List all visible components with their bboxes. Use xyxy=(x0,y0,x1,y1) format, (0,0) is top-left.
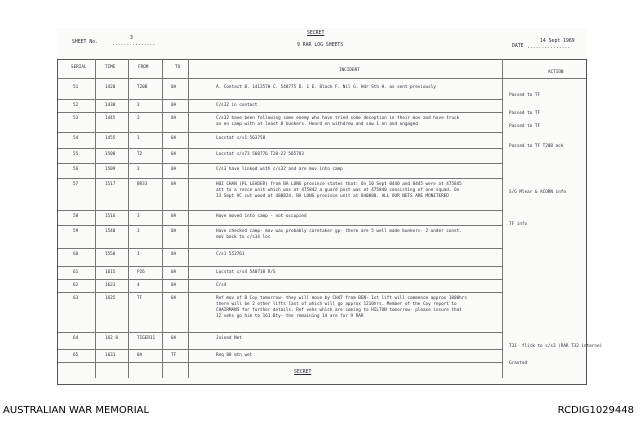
to-cell: 0A xyxy=(171,252,177,257)
row-divider xyxy=(58,210,502,211)
time-cell: 1445 xyxy=(105,116,116,121)
time-cell: 1540 xyxy=(105,229,116,234)
serial-cell: 61 xyxy=(73,270,79,275)
to-cell: 0A xyxy=(171,296,177,301)
col-header-action: ACTION xyxy=(548,70,564,75)
time-cell: 1516 xyxy=(105,214,116,219)
incident-text: Locstat c/s73 560776 T20-22 565783 xyxy=(216,152,304,157)
from-cell: TF xyxy=(137,296,143,301)
row-divider xyxy=(58,99,502,100)
col-header-time: TIME xyxy=(105,65,116,70)
to-cell: 0A xyxy=(171,214,177,219)
date-value: 14 Sept 1969 xyxy=(540,39,575,44)
time-cell: 1550 xyxy=(105,252,116,257)
to-cell: 0A xyxy=(171,152,177,157)
from-cell: 3 xyxy=(137,167,140,172)
sheet-dots: ............... xyxy=(112,42,156,47)
to-cell: 0A xyxy=(171,283,177,288)
incident-text: C/s1 552761 xyxy=(216,252,245,257)
col-header-incident: INCIDENT xyxy=(339,68,360,73)
incident-text: Locstat c/s4 540738 R/S xyxy=(216,270,276,275)
incident-text: C/s4 xyxy=(216,283,227,288)
incident-text: HOI CHAN (PL LEADER) from BA LONG province states that: On 10 Sept 0440 and 0445 were at 475845 xyxy=(216,182,462,187)
time-cell: 162 8 xyxy=(105,336,118,341)
time-cell: 1615 xyxy=(105,270,116,275)
from-cell: 3 xyxy=(137,103,140,108)
to-cell: 0A xyxy=(171,136,177,141)
column-divider xyxy=(162,59,163,378)
incident-text: Have moved into camp - not occupied xyxy=(216,214,307,219)
action-text: Passed to TF T20B ack xyxy=(509,144,564,149)
to-cell: 0A xyxy=(171,336,177,341)
col-header-from: FROM xyxy=(138,65,149,70)
serial-cell: 52 xyxy=(73,103,79,108)
incident-text: 13 Sept VC cut wood at 480824. BA LONG province unit at 040880. ALL OUR NETS ARE MONITERED xyxy=(216,194,449,199)
time-cell: 1625 xyxy=(105,296,116,301)
incident-text: 12 vehs go him to 161 Bty- the remaining 14 are for 9 RAR xyxy=(216,314,364,319)
time-cell: 1500 xyxy=(105,152,116,157)
from-cell: 3 xyxy=(137,116,140,121)
row-divider xyxy=(58,279,502,280)
to-cell: 0A xyxy=(171,229,177,234)
to-cell: 0A xyxy=(171,116,177,121)
serial-cell: 57 xyxy=(73,182,79,187)
from-cell: 1 xyxy=(137,136,140,141)
incident-text: Ref mov of B Coy tomorrow- they will move by CH47 from BEN- 1st lift will commence approx 1000hrs xyxy=(216,296,467,301)
column-divider xyxy=(502,59,503,378)
incident-text: C/s3 have linked with c/s32 and are mov into camp xyxy=(216,167,343,172)
column-divider xyxy=(128,59,129,378)
action-text: Passed to TF xyxy=(509,93,541,98)
row-divider xyxy=(58,148,502,149)
row-divider xyxy=(58,225,502,226)
to-cell: TF xyxy=(171,353,177,358)
date-dots: ............... xyxy=(527,45,571,50)
action-text: Granted xyxy=(509,361,528,366)
incident-text: A. Contact B. 141357H C. 548775 D. 1 E. Black F. Nil G. Hdr Sth H. as sent previously xyxy=(216,85,436,90)
time-cell: 1631 xyxy=(105,353,116,358)
date-label: DATE xyxy=(512,44,524,49)
to-cell: 0A xyxy=(171,85,177,90)
secret-marking-top: SECRET xyxy=(307,31,325,36)
serial-cell: 60 xyxy=(73,252,79,257)
to-cell: 0A xyxy=(171,167,177,172)
row-divider xyxy=(58,292,502,293)
from-cell: BR33 xyxy=(137,182,148,187)
row-divider xyxy=(58,112,502,113)
sheet-number: 3 xyxy=(130,36,133,41)
time-cell: 1517 xyxy=(105,182,116,187)
row-divider xyxy=(58,163,502,164)
from-cell: 0A xyxy=(137,353,143,358)
incident-text: Have checked camp- mov was probably caretaker gp- there are 5 well made bunkers- 2 under const. xyxy=(216,229,462,234)
row-divider xyxy=(58,349,502,350)
column-divider xyxy=(95,59,96,378)
column-divider xyxy=(188,59,189,378)
serial-cell: 62 xyxy=(73,283,79,288)
serial-cell: 58 xyxy=(73,214,79,219)
serial-cell: 54 xyxy=(73,136,79,141)
incident-text: att to a recce unit which was at 475842 a guard post was at 475840 consisting of one squad. On xyxy=(216,188,460,193)
row-divider xyxy=(58,362,502,363)
action-text: T31- flick to c/s3 (RAR T32 interne) xyxy=(509,344,603,349)
log-sheet xyxy=(57,28,603,384)
serial-cell: 56 xyxy=(73,167,79,172)
from-cell: 1 xyxy=(137,252,140,257)
from-cell: P26 xyxy=(137,270,145,275)
incident-text: mov back to c/s34 loc xyxy=(216,235,271,240)
incident-text: Locstat c/s1 563758 xyxy=(216,136,266,141)
incident-text: C/s32 in contact xyxy=(216,103,258,108)
to-cell: 0A xyxy=(171,270,177,275)
time-cell: 1455 xyxy=(105,136,116,141)
to-cell: 0A xyxy=(171,103,177,108)
row-divider xyxy=(58,266,502,267)
from-cell: T20B xyxy=(137,85,148,90)
from-cell: 3 xyxy=(137,214,140,219)
sheet-title: 9 RAR LOG SHEETS xyxy=(297,43,344,48)
incident-text: Joined Net xyxy=(216,336,242,341)
serial-cell: 65 xyxy=(73,353,79,358)
incident-text: CHAIRMANS for further details. Ref vehs which are coming to HILTON tomorrow- please insure that xyxy=(216,308,462,313)
sheet-label: SHEET No. xyxy=(72,40,98,45)
header-divider xyxy=(57,78,586,79)
from-cell: TIGER31 xyxy=(137,336,156,341)
time-cell: 1623 xyxy=(105,283,116,288)
to-cell: 0A xyxy=(171,182,177,187)
from-cell: 3 xyxy=(137,229,140,234)
serial-cell: 53 xyxy=(73,116,79,121)
from-cell: 4 xyxy=(137,283,140,288)
secret-marking-bottom: SECRET xyxy=(294,370,312,375)
serial-cell: 63 xyxy=(73,296,79,301)
incident-text: there will be 2 other lifts last of which will go approx 1210hrs. Member of the Coy report to xyxy=(216,302,457,307)
action-text: Passed to TF xyxy=(509,111,541,116)
time-cell: 1420 xyxy=(105,85,116,90)
incident-text: Req 80 mtn wet xyxy=(216,353,253,358)
action-text: TF info xyxy=(509,222,528,227)
action-text: S/G Mlear & ACORN info xyxy=(509,190,566,195)
from-cell: T2 xyxy=(137,152,143,157)
serial-cell: 51 xyxy=(73,85,79,90)
row-divider xyxy=(58,132,502,133)
action-text: Passed to TF xyxy=(509,124,541,129)
serial-cell: 59 xyxy=(73,229,79,234)
archive-credit: AUSTRALIAN WAR MEMORIAL xyxy=(3,405,150,416)
serial-cell: 55 xyxy=(73,152,79,157)
incident-text: an en camp with at least 8 bunkers. Heard en withdrew and saw 1 en and engaged xyxy=(216,122,418,127)
time-cell: 1509 xyxy=(105,167,116,172)
time-cell: 1430 xyxy=(105,103,116,108)
col-header-to: TO xyxy=(175,65,181,70)
serial-cell: 64 xyxy=(73,336,79,341)
row-divider xyxy=(58,332,502,333)
incident-text: C/s32 have been following some enemy who have tried some deception in their mov and have truck xyxy=(216,116,460,121)
row-divider xyxy=(58,248,502,249)
archive-reference: RCDIG1029448 xyxy=(557,405,634,416)
col-header-serial: SERIAL xyxy=(71,65,87,70)
row-divider xyxy=(58,178,502,179)
